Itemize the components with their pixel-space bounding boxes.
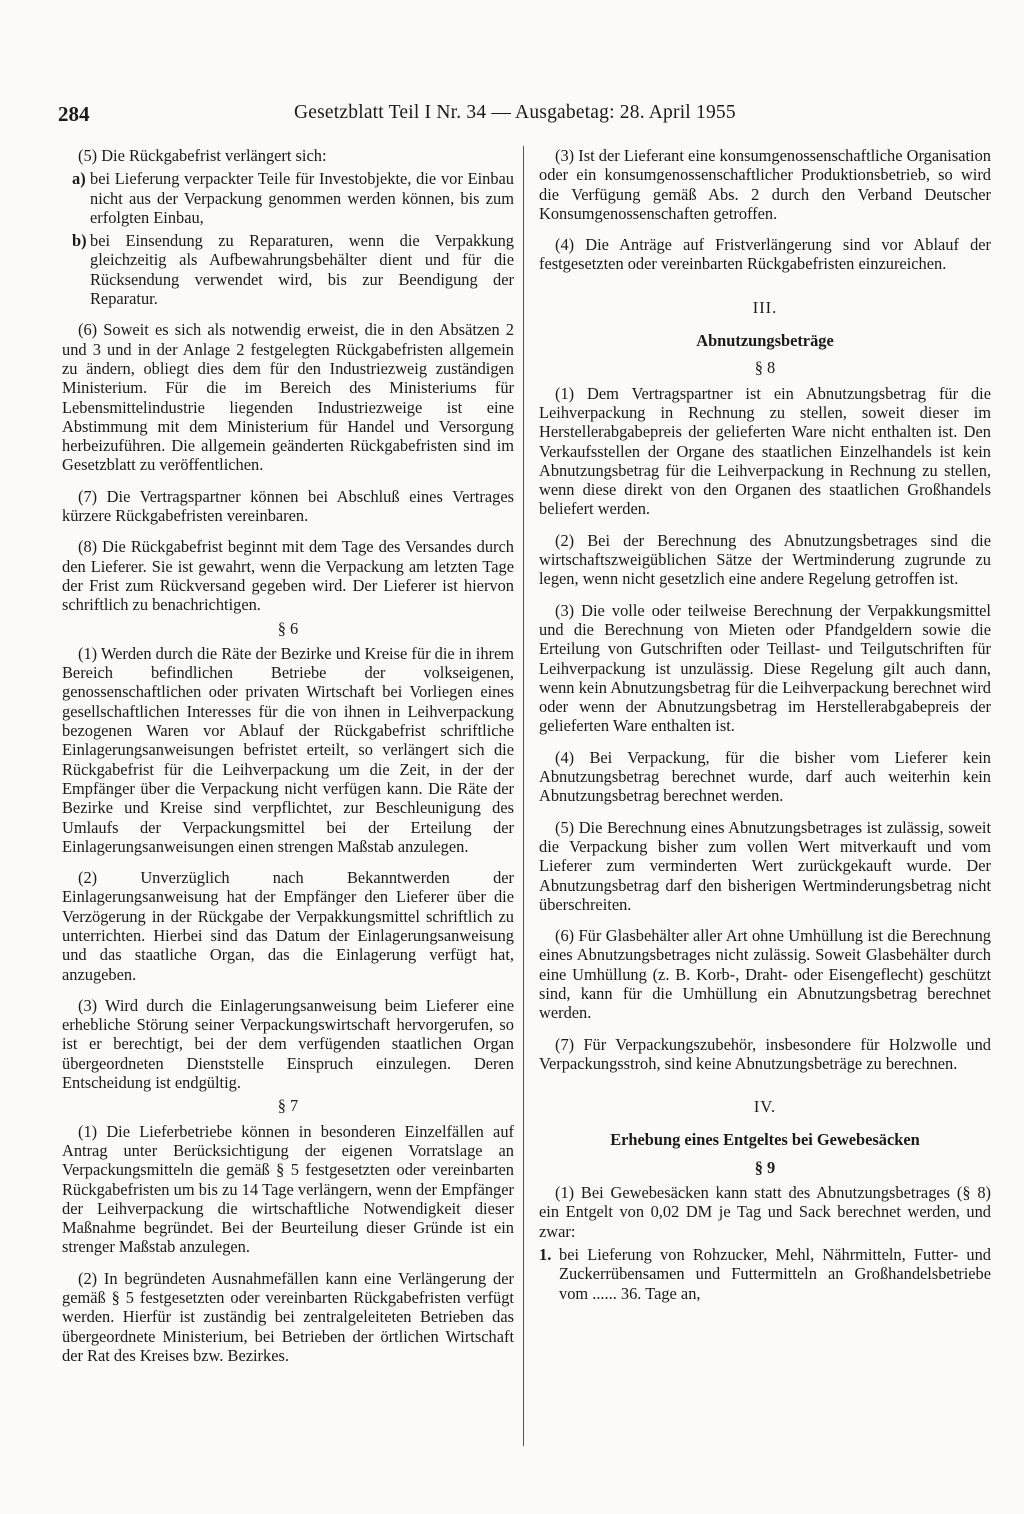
- gazette-header-title: Gesetzblatt Teil I Nr. 34 — Ausgabetag: 28. April 1955: [294, 102, 736, 123]
- section-8-paragraph-2: (2) Bei der Berechnung des Abnutzungsbetrages sind die wirtschaftszweigüblichen Sätze der Wertminderung zugrunde zu legen, wenn nicht gesetzlich eine andere Regelung getroffen ist.: [539, 530, 991, 589]
- section-9-heading: § 9: [754, 1157, 776, 1177]
- section-7-paragraph-4: (4) Die Anträge auf Fristverlängerung sind vor Ablauf der festgesetzten oder vereinbarten Rückgabefristen einzureichen.: [539, 235, 991, 274]
- section-6-paragraph-2: (2) Unverzüglich nach Bekanntwerden der Einlagerungsanweisung hat der Empfänger den Lieferer über die Verzögerung in der Rückgabe der Verpakkungsmittel schriftlich zu unterrichten. Hierbei sind das Datum der Einlagerungsanweisung und das staatliche Organ, das die Einlagerung verfügt hat, anzugeben.: [62, 868, 514, 984]
- right-column: [539, 146, 991, 1303]
- list-item-text: bei Lieferung von Rohzucker, Mehl, Nährmitteln, Futter- und Zuckerrübensamen und Futtermitteln an Großhandelsbetriebe vom ...... 36. Tage an,: [559, 1244, 991, 1303]
- section-8-heading: § 8: [754, 358, 776, 378]
- section-7-heading: § 7: [277, 1096, 299, 1116]
- section-8-paragraph-7: (7) Für Verpackungszubehör, insbesondere für Holzwolle und Verpackungsstroh, sind keine Abnutzungsbeträge zu berechnen.: [539, 1034, 991, 1073]
- column-divider: [523, 146, 524, 1446]
- list-item-text: bei Lieferung verpackter Teile für Investobjekte, die vor Einbau nicht aus der Verpackung genommen werden können, bis zum erfolgten Einbau,: [90, 169, 514, 227]
- section-7-paragraph-1: (1) Die Lieferbetriebe können in besonderen Einzelfällen auf Antrag unter Berücksichtigung der eigenen Vorratslage an Verpackungsmitteln die gemäß § 5 festgesetzten oder vereinbarten Rückgabefristen um bis zu 14 Tage verlängern, wenn der Empfänger der Leihverpackung die wirtschaftliche Notwendigkeit dieser Maßnahme begründet. Bei der Beurteilung dieser Gründe ist ein strenger Maßstab anzulegen.: [62, 1121, 514, 1257]
- page-header: [58, 100, 992, 130]
- section-9-paragraph-1: (1) Bei Gewebesäcken kann statt des Abnutzungsbetrages (§ 8) ein Entgelt von 0,02 DM je Tag und Sack berechnet werden, und zwar:: [539, 1183, 991, 1241]
- section-IV-number: IV.: [753, 1097, 777, 1117]
- section-8-paragraph-3: (3) Die volle oder teilweise Berechnung der Verpakkungsmittel und die Berechnung von Mieten oder Pfandgeldern sowie die Erteilung von Gutschriften oder Teillast- und Teilgutschriften für Leihverpackung ist unzulässig. Diese Regelung gilt auch dann, wenn kein Abnutzungsbetrag für die Leihverpackung berechnet wird oder wenn der Abnutzungsbetrag im Herstellerabgabepreis der gelieferten Ware enthalten ist.: [539, 600, 991, 736]
- list-item-text: bei Einsendung zu Reparaturen, wenn die Verpakkung gleichzeitig als Aufbewahrungsbehälter dient und für die Rücksendung verwendet wird, bis zur Beendigung der Reparatur.: [90, 231, 514, 309]
- section-6-heading: § 6: [277, 618, 299, 638]
- list-item-1: [539, 1245, 991, 1303]
- paragraph-8: (8) Die Rückgabefrist beginnt mit dem Tage des Versandes durch den Lieferer. Sie ist gewahrt, wenn die Verpackung am letzten Tage der Frist zum Rückversand gegeben wird. Der Lieferer ist hiervon schriftlich zu benachrichtigen.: [62, 537, 514, 615]
- list-marker: 1.: [539, 1244, 552, 1264]
- section-6-paragraph-1: (1) Werden durch die Räte der Bezirke und Kreise für die in ihrem Bereich befindlichen Betriebe der volkseigenen, genossenschaftlichen oder privaten Wirtschaft bei Vorliegen eines gesellschaftlichen Interesses für die von ihnen in Leihverpackung bezogenen Waren vor Ablauf der Rückgabefrist schriftliche Einlagerungsanweisungen befristet erteilt, so verlängert sich die Rückgabefrist für die Leihverpackung um die Zeit, in der der Empfänger über die Verpackung nicht verfügen kann. Die Räte der Bezirke und Kreise sind verpflichtet, zur Beschleunigung des Umlaufs der Verpackungsmittel bei der Erteilung der Einlagerungsanweisungen einen strengen Maßstab anzulegen.: [62, 643, 514, 856]
- paragraph-5-intro: (5) Die Rückgabefrist verlängert sich:: [78, 146, 327, 165]
- section-6-paragraph-3: (3) Wird durch die Einlagerungsanweisung beim Lieferer eine erhebliche Störung seiner Verpackungswirtschaft hervorgerufen, so ist er berechtigt, bei der dem verfügenden staatlichen Organ übergeordneten Dienststelle Einspruch einzulegen. Deren Entscheidung ist endgültig.: [62, 995, 514, 1093]
- paragraph-6: (6) Soweit es sich als notwendig erweist, die in den Absätzen 2 und 3 und in der Anlage 2 festgelegten Rückgabefristen allgemein zu ändern, obliegt dies dem für den Industriezweig zuständigen Ministerium. Für die im Bereich des Ministeriums für Lebensmittelindustrie liegenden Industriezweige ist eine Abstimmung mit dem Ministerium für Handel und Versorgung herbeizuführen. Die allgemein geänderten Rückgabefristen sind im Gesetzblatt zu veröffentlichen.: [62, 320, 514, 475]
- section-IV-title: Erhebung eines Entgeltes bei Gewebesäcken: [610, 1130, 920, 1150]
- list-marker: b): [72, 231, 87, 251]
- section-8-paragraph-5: (5) Die Berechnung eines Abnutzungsbetrages ist zulässig, soweit die Verpackung bisher zum vollen Wert mitverkauft und vom Lieferer zum verminderten Wert zurückgekauft wurde. Der Abnutzungsbetrag darf den bisherigen Wertminderungsbetrag nicht überschreiten.: [539, 817, 991, 914]
- left-column: [62, 146, 514, 1377]
- section-III-number: III.: [752, 297, 778, 317]
- page-number: 284: [58, 102, 90, 126]
- section-III-title: Abnutzungsbeträge: [696, 331, 834, 351]
- section-7-paragraph-3: (3) Ist der Lieferant eine konsumgenossenschaftliche Organisation oder ein konsumgenossenschaftlicher Produktionsbetrieb, so wird die Verfügung gemäß Abs. 2 durch den Verband Deutscher Konsumgenossenschaften getroffen.: [539, 146, 991, 223]
- section-8-paragraph-6: (6) Für Glasbehälter aller Art ohne Umhüllung ist die Berechnung eines Abnutzungsbetrages nicht zulässig. Soweit Glasbehälter durch eine Umhüllung (z. B. Korb-, Draht- oder Eisengeflecht) geschützt sind, kann für die Umhüllung ein Abnutzungsbetrag berechnet werden.: [539, 926, 991, 1023]
- list-marker: a): [72, 169, 86, 189]
- list-item-b: [62, 231, 514, 308]
- paragraph-7: (7) Die Vertragspartner können bei Abschluß eines Vertrages kürzere Rückgabefristen vereinbaren.: [62, 486, 514, 526]
- list-item-a: [62, 169, 514, 227]
- section-7-paragraph-2: (2) In begründeten Ausnahmefällen kann eine Verlängerung der gemäß § 5 festgesetzten oder vereinbarten Rückgabefristen verfügt werden. Hierfür ist zuständig bei zentralgeleiteten Betrieben das übergeordnete Ministerium, bei Betrieben der örtlichen Wirtschaft der Rat des Kreises bzw. Bezirkes.: [62, 1268, 514, 1365]
- section-8-paragraph-1: (1) Dem Vertragspartner ist ein Abnutzungsbetrag für die Leihverpackung in Rechnung zu stellen, soweit dieser im Herstellerabgabepreis der gelieferten Ware nicht enthalten ist. Den Verkaufsstellen der Organe des staatlichen Einzelhandels ist kein Abnutzungsbetrag für die Leihverpackung in Rechnung zu stellen, wenn diese direkt von den Organen des staatlichen Großhandels beliefert werden.: [539, 383, 991, 519]
- section-8-paragraph-4: (4) Bei Verpackung, für die bisher vom Lieferer kein Abnutzungsbetrag berechnet wurde, darf auch weiterhin kein Abnutzungsbetrag berechnet werden.: [539, 747, 991, 806]
